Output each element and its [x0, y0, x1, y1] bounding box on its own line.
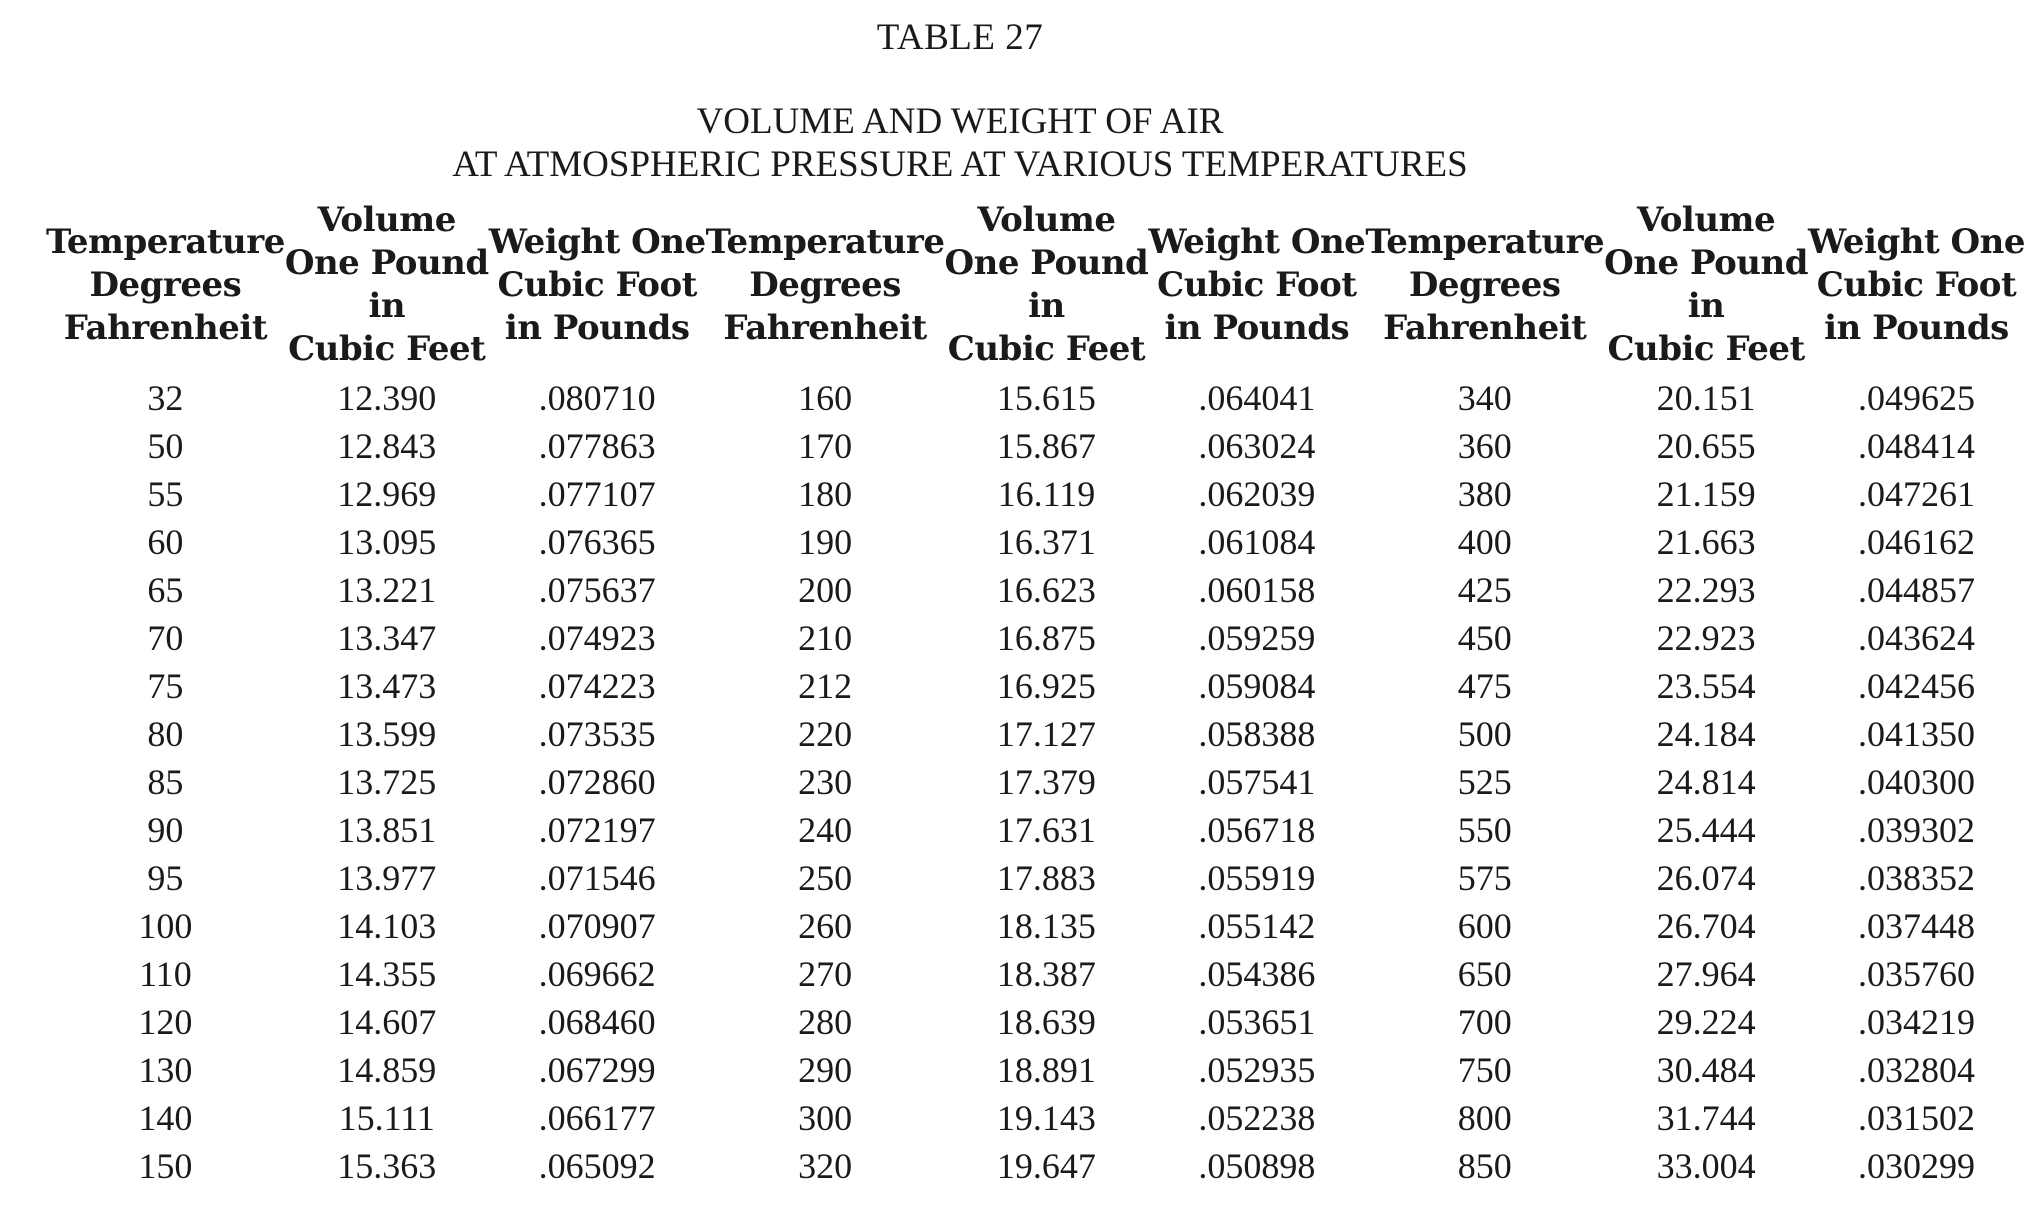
cell-temperature: 475	[1457, 666, 1512, 706]
header-line: Cubic Feet	[947, 329, 1146, 369]
cell-weight: .031502	[1857, 1098, 1975, 1138]
cell-temperature: 90	[147, 810, 184, 850]
cell-volume: 13.473	[337, 666, 437, 706]
cell-temperature: 100	[138, 906, 193, 946]
cell-weight: .062039	[1198, 474, 1316, 514]
cell-weight: .041350	[1857, 714, 1975, 754]
cell-temperature: 55	[147, 474, 184, 514]
cell-volume: 13.221	[337, 570, 437, 610]
column-header-weight-3	[1808, 196, 2025, 374]
cell-weight: .073535	[538, 714, 656, 754]
header-line: in	[368, 286, 406, 326]
cell-weight: .065092	[538, 1146, 656, 1186]
cell-temperature: 525	[1457, 762, 1512, 802]
cell-weight: .059084	[1198, 666, 1316, 706]
cell-volume: 25.444	[1656, 810, 1756, 850]
cell-volume: 15.867	[996, 426, 1096, 466]
cell-weight: .057541	[1198, 762, 1316, 802]
header-line: One Pound	[944, 243, 1149, 283]
cell-temperature: 380	[1457, 474, 1512, 514]
cell-volume: 15.111	[338, 1098, 435, 1138]
cell-weight: .077863	[538, 426, 656, 466]
table-row	[46, 374, 2025, 422]
cell-weight: .059259	[1198, 618, 1316, 658]
cell-weight: .074923	[538, 618, 656, 658]
column-header-volume-3	[1604, 196, 1808, 374]
air-volume-weight-table	[46, 196, 2025, 1190]
cell-volume: 18.135	[996, 906, 1096, 946]
header-line: Temperature	[46, 221, 285, 262]
header-line: One Pound	[284, 243, 489, 283]
cell-volume: 18.639	[996, 1002, 1096, 1042]
cell-temperature: 95	[147, 858, 184, 898]
header-row	[46, 196, 2025, 374]
column-header-weight-1	[489, 196, 706, 374]
cell-temperature: 75	[147, 666, 184, 706]
cell-weight: .067299	[538, 1050, 656, 1090]
cell-volume: 21.663	[1656, 522, 1756, 562]
cell-volume: 13.851	[337, 810, 437, 850]
cell-volume: 19.647	[996, 1146, 1096, 1186]
header-line: in Pounds	[1824, 307, 2009, 348]
cell-temperature: 360	[1457, 426, 1512, 466]
cell-temperature: 425	[1457, 570, 1512, 610]
cell-temperature: 212	[798, 666, 853, 706]
cell-weight: .074223	[538, 666, 656, 706]
cell-volume: 13.599	[337, 714, 437, 754]
column-header-weight-2	[1148, 196, 1365, 374]
cell-weight: .068460	[538, 1002, 656, 1042]
table-row	[46, 950, 2025, 998]
header-line: Degrees	[1408, 264, 1561, 305]
table-row	[46, 998, 2025, 1046]
cell-volume: 15.363	[337, 1146, 437, 1186]
cell-weight: .040300	[1857, 762, 1975, 802]
cell-volume: 17.883	[996, 858, 1096, 898]
table-row	[46, 1046, 2025, 1094]
table-row	[46, 854, 2025, 902]
cell-temperature: 200	[798, 570, 853, 610]
cell-volume: 16.875	[996, 618, 1096, 658]
cell-temperature: 750	[1457, 1050, 1512, 1090]
cell-weight: .050898	[1198, 1146, 1316, 1186]
cell-volume: 13.725	[337, 762, 437, 802]
cell-temperature: 190	[798, 522, 853, 562]
cell-volume: 13.095	[337, 522, 437, 562]
header-line: Weight One	[1148, 221, 1366, 262]
table-row	[46, 422, 2025, 470]
table-row	[46, 806, 2025, 854]
cell-volume: 14.355	[337, 954, 437, 994]
header-line: Volume	[317, 200, 456, 240]
cell-volume: 27.964	[1656, 954, 1756, 994]
table-row	[46, 518, 2025, 566]
cell-volume: 16.623	[996, 570, 1096, 610]
cell-weight: .064041	[1198, 378, 1316, 418]
table-title	[0, 100, 1920, 186]
column-header-temperature-2	[706, 196, 945, 374]
cell-weight: .075637	[538, 570, 656, 610]
cell-weight: .072197	[538, 810, 656, 850]
table-row	[46, 662, 2025, 710]
cell-temperature: 210	[798, 618, 853, 658]
table-row	[46, 614, 2025, 662]
cell-volume: 26.704	[1656, 906, 1756, 946]
cell-volume: 20.151	[1656, 378, 1756, 418]
cell-temperature: 550	[1457, 810, 1512, 850]
cell-weight: .052238	[1198, 1098, 1316, 1138]
header-line: Fahrenheit	[723, 307, 927, 348]
cell-temperature: 220	[798, 714, 853, 754]
cell-volume: 12.390	[337, 378, 437, 418]
table-row	[46, 1142, 2025, 1190]
cell-temperature: 120	[138, 1002, 193, 1042]
header-line: Cubic Foot	[1157, 264, 1357, 305]
cell-volume: 15.615	[996, 378, 1096, 418]
cell-volume: 20.655	[1656, 426, 1756, 466]
header-line: in Pounds	[504, 307, 690, 348]
cell-weight: .030299	[1857, 1146, 1975, 1186]
cell-weight: .053651	[1198, 1002, 1316, 1042]
header-line: Cubic Feet	[1607, 329, 1805, 369]
cell-weight: .077107	[538, 474, 656, 514]
cell-volume: 21.159	[1656, 474, 1756, 514]
cell-temperature: 575	[1457, 858, 1512, 898]
header-line: One Pound	[1604, 243, 1808, 283]
header-line: Temperature	[1365, 221, 1605, 262]
header-line: Volume	[977, 200, 1116, 240]
cell-volume: 31.744	[1656, 1098, 1756, 1138]
cell-weight: .046162	[1857, 522, 1975, 562]
cell-volume: 22.293	[1656, 570, 1756, 610]
cell-volume: 24.814	[1656, 762, 1756, 802]
cell-temperature: 320	[798, 1146, 853, 1186]
header-line: Degrees	[749, 264, 901, 305]
cell-temperature: 280	[798, 1002, 853, 1042]
header-line: in Pounds	[1164, 307, 1350, 348]
table-row	[46, 902, 2025, 950]
cell-volume: 19.143	[996, 1098, 1096, 1138]
cell-volume: 33.004	[1656, 1146, 1756, 1186]
header-line: in	[1028, 286, 1065, 326]
cell-weight: .038352	[1857, 858, 1975, 898]
cell-temperature: 600	[1457, 906, 1512, 946]
cell-volume: 18.891	[996, 1050, 1096, 1090]
cell-temperature: 160	[798, 378, 853, 418]
cell-volume: 30.484	[1656, 1050, 1756, 1090]
cell-temperature: 300	[798, 1098, 853, 1138]
cell-weight: .043624	[1857, 618, 1975, 658]
cell-volume: 16.119	[997, 474, 1096, 514]
cell-temperature: 650	[1457, 954, 1512, 994]
header-line: Fahrenheit	[63, 307, 268, 348]
cell-weight: .072860	[538, 762, 656, 802]
cell-temperature: 270	[798, 954, 853, 994]
cell-temperature: 260	[798, 906, 853, 946]
cell-weight: .047261	[1857, 474, 1975, 514]
header-line: Fahrenheit	[1383, 307, 1587, 348]
cell-temperature: 70	[147, 618, 184, 658]
cell-temperature: 50	[147, 426, 184, 466]
cell-temperature: 140	[138, 1098, 193, 1138]
cell-weight: .080710	[538, 378, 656, 418]
header-line: Cubic Feet	[288, 329, 486, 369]
cell-volume: 17.379	[996, 762, 1096, 802]
column-header-volume-2	[944, 196, 1148, 374]
cell-temperature: 500	[1457, 714, 1512, 754]
cell-weight: .058388	[1198, 714, 1316, 754]
cell-weight: .069662	[538, 954, 656, 994]
header-line: Temperature	[705, 221, 945, 262]
cell-volume: 29.224	[1656, 1002, 1756, 1042]
cell-temperature: 65	[147, 570, 184, 610]
cell-weight: .061084	[1198, 522, 1316, 562]
header-line: Weight One	[488, 221, 706, 262]
cell-temperature: 400	[1457, 522, 1512, 562]
header-line: Cubic Foot	[497, 264, 697, 305]
cell-weight: .054386	[1198, 954, 1316, 994]
cell-weight: .052935	[1198, 1050, 1316, 1090]
cell-weight: .060158	[1198, 570, 1316, 610]
cell-temperature: 32	[147, 378, 184, 418]
cell-volume: 17.631	[996, 810, 1096, 850]
cell-temperature: 150	[138, 1146, 193, 1186]
cell-temperature: 85	[147, 762, 184, 802]
cell-weight: .076365	[538, 522, 656, 562]
table-number: TABLE 27	[876, 17, 1044, 58]
cell-weight: .044857	[1857, 570, 1975, 610]
column-header-volume-1	[285, 196, 489, 374]
cell-temperature: 450	[1457, 618, 1512, 658]
table-row	[46, 758, 2025, 806]
cell-weight: .037448	[1857, 906, 1975, 946]
cell-weight: .070907	[538, 906, 656, 946]
cell-weight: .035760	[1857, 954, 1975, 994]
cell-temperature: 230	[798, 762, 853, 802]
header-line: Volume	[1636, 200, 1776, 240]
cell-temperature: 290	[798, 1050, 853, 1090]
header-line: in	[1687, 286, 1725, 326]
cell-volume: 13.977	[337, 858, 437, 898]
cell-volume: 22.923	[1656, 618, 1756, 658]
cell-weight: .032804	[1857, 1050, 1975, 1090]
cell-temperature: 700	[1457, 1002, 1512, 1042]
header-line: Degrees	[89, 264, 242, 305]
cell-weight: .049625	[1857, 378, 1975, 418]
cell-volume: 17.127	[996, 714, 1096, 754]
table-row	[46, 1094, 2025, 1142]
cell-weight: .048414	[1857, 426, 1975, 466]
cell-volume: 14.859	[337, 1050, 437, 1090]
cell-temperature: 340	[1457, 378, 1512, 418]
cell-weight: .039302	[1857, 810, 1975, 850]
table-body	[46, 374, 2025, 1190]
cell-volume: 16.371	[996, 522, 1096, 562]
cell-weight: .034219	[1857, 1002, 1975, 1042]
title-line-2: AT ATMOSPHERIC PRESSURE AT VARIOUS TEMPERATURES	[452, 144, 1468, 185]
table-row	[46, 470, 2025, 518]
cell-volume: 14.103	[337, 906, 437, 946]
header-line: Cubic Foot	[1816, 264, 2017, 305]
cell-weight: .042456	[1857, 666, 1975, 706]
cell-weight: .055142	[1198, 906, 1316, 946]
cell-volume: 12.843	[337, 426, 437, 466]
cell-volume: 24.184	[1656, 714, 1756, 754]
cell-temperature: 60	[147, 522, 184, 562]
header-line: Weight One	[1808, 221, 2025, 262]
column-header-temperature-3	[1365, 196, 1604, 374]
cell-volume: 13.347	[337, 618, 437, 658]
cell-temperature: 180	[798, 474, 853, 514]
cell-temperature: 240	[798, 810, 853, 850]
cell-volume: 26.074	[1656, 858, 1756, 898]
cell-temperature: 110	[139, 954, 192, 994]
title-line-1: VOLUME AND WEIGHT OF AIR	[696, 101, 1224, 142]
table-row	[46, 566, 2025, 614]
cell-volume: 23.554	[1656, 666, 1756, 706]
cell-temperature: 130	[138, 1050, 193, 1090]
cell-volume: 12.969	[337, 474, 437, 514]
cell-weight: .055919	[1198, 858, 1316, 898]
cell-temperature: 800	[1457, 1098, 1512, 1138]
cell-temperature: 170	[798, 426, 853, 466]
cell-volume: 14.607	[337, 1002, 437, 1042]
cell-volume: 16.925	[996, 666, 1096, 706]
cell-volume: 18.387	[996, 954, 1096, 994]
cell-temperature: 80	[147, 714, 184, 754]
cell-weight: .056718	[1198, 810, 1316, 850]
table-row	[46, 710, 2025, 758]
cell-temperature: 850	[1457, 1146, 1512, 1186]
cell-temperature: 250	[798, 858, 853, 898]
cell-weight: .071546	[538, 858, 656, 898]
cell-weight: .063024	[1198, 426, 1316, 466]
cell-weight: .066177	[538, 1098, 656, 1138]
column-header-temperature-1	[46, 196, 285, 374]
